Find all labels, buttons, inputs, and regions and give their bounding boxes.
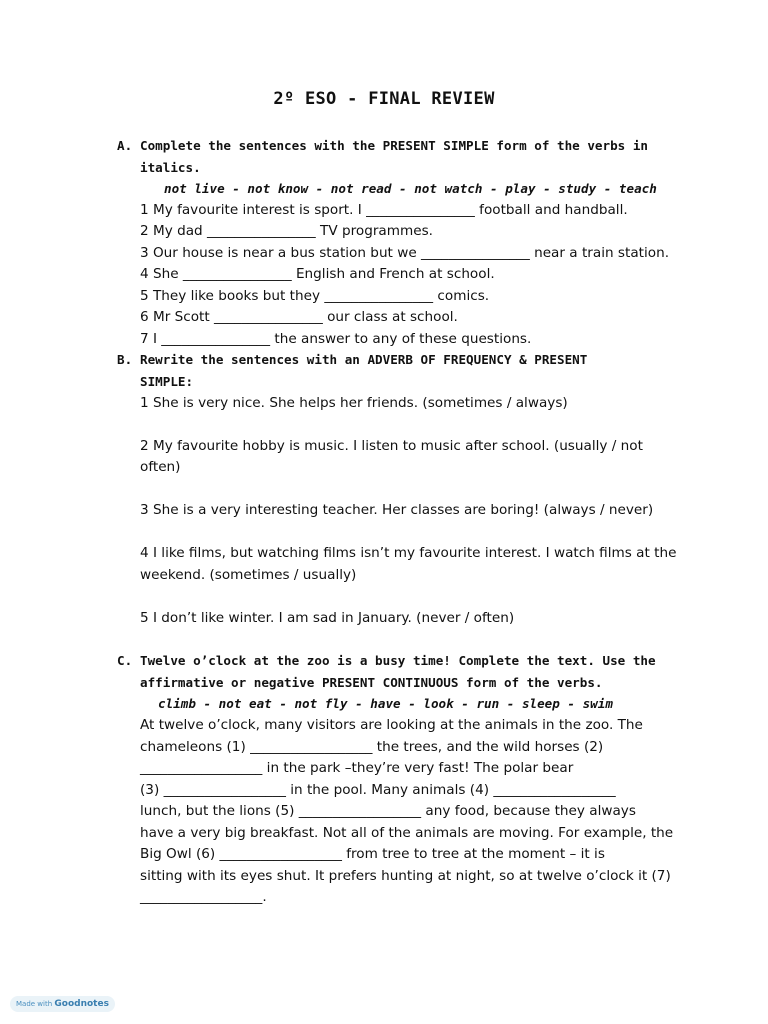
section-c-text-line-2: chameleons (1) __________________ the trees, and the wild horses (2) [140,739,604,755]
section-b-letter: B. [117,352,133,367]
section-a-item-1: 1 My favourite interest is sport. I ________________ football and handball. [140,202,628,218]
section-c-instruction-line-2: affirmative or negative PRESENT CONTINUOUS form of the verbs. [140,675,603,690]
section-c-text-line-4: (3) __________________ in the pool. Many animals (4) __________________ [140,782,616,798]
section-c-letter: C. [117,653,133,668]
section-c-text-line-5: lunch, but the lions (5) __________________ any food, because they always [140,803,636,819]
section-c-instruction-line-1: Twelve o’clock at the zoo is a busy time! Complete the text. Use the [140,653,656,668]
section-b-item-2-line-1: 2 My favourite hobby is music. I listen to music after school. (usually / not [140,438,643,454]
section-a-item-2: 2 My dad ________________ TV programmes. [140,223,434,239]
section-c-text-line-3: __________________ in the park –they’re very fast! The polar bear [140,760,574,776]
section-a-letter: A. [117,138,133,153]
section-a-instruction-line-2: italics. [140,160,201,175]
section-a-item-5: 5 They like books but they ________________ comics. [140,288,490,304]
section-c-text-line-7: Big Owl (6) __________________ from tree to tree at the moment – it is [140,846,605,862]
section-b-instruction-line-2: SIMPLE: [140,374,194,389]
goodnotes-brand: Goodnotes [54,999,109,1009]
section-b-instruction-line-1: Rewrite the sentences with an ADVERB OF FREQUENCY & PRESENT [140,352,588,367]
section-a-item-6: 6 Mr Scott ________________ our class at school. [140,309,458,325]
section-c-text-line-6: have a very big breakfast. Not all of the animals are moving. For example, the [140,825,674,841]
section-a-item-7: 7 I ________________ the answer to any of these questions. [140,331,532,347]
section-c-text-line-1: At twelve o’clock, many visitors are looking at the animals in the zoo. The [140,717,643,733]
section-b-item-4-line-2: weekend. (sometimes / usually) [140,567,357,583]
section-b-item-1: 1 She is very nice. She helps her friends. (sometimes / always) [140,395,568,411]
section-c-word-bank: climb - not eat - not fly - have - look - run - sleep - swim [158,696,613,711]
section-c-text-line-8: sitting with its eyes shut. It prefers hunting at night, so at twelve o’clock it (7) [140,868,671,884]
section-a-instruction-line-1: Complete the sentences with the PRESENT SIMPLE form of the verbs in [140,138,648,153]
section-b-item-3: 3 She is a very interesting teacher. Her classes are boring! (always / never) [140,502,654,518]
section-c-text-line-9: __________________. [140,889,267,905]
section-a-word-bank: not live - not know - not read - not watch - play - study - teach [164,181,657,196]
section-b-item-4-line-1: 4 I like films, but watching films isn’t my favourite interest. I watch films at the [140,545,677,561]
section-a-item-4: 4 She ________________ English and French at school. [140,266,495,282]
made-with-label: Made with [16,1000,53,1008]
section-b-item-2-line-2: often) [140,459,181,475]
goodnotes-badge [10,996,115,1012]
section-a-item-3: 3 Our house is near a bus station but we ________________ near a train station. [140,245,670,261]
section-b-item-5: 5 I don’t like winter. I am sad in January. (never / often) [140,610,515,626]
page-title: 2º ESO - FINAL REVIEW [273,89,495,109]
